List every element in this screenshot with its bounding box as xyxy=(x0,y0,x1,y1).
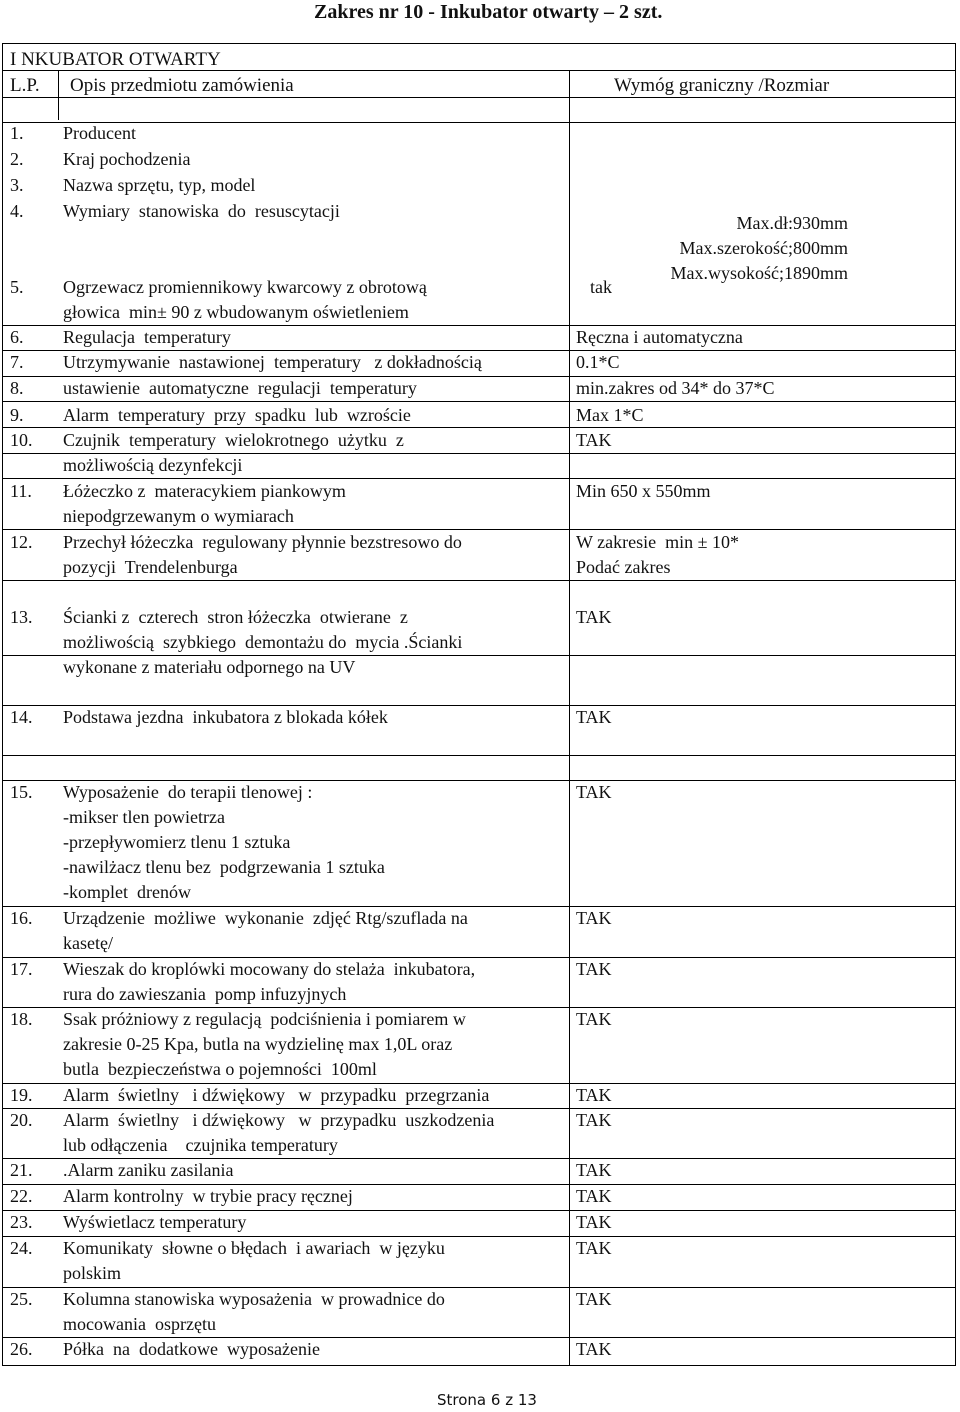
row-number: 11. xyxy=(10,481,32,501)
row-description: Przechył łóżeczka regulowany płynnie bezstresowo do xyxy=(63,532,462,552)
row-requirement: TAK xyxy=(576,959,612,979)
row-description: Komunikaty słowne o błędach i awariach w języku xyxy=(63,1238,445,1258)
row-divider xyxy=(2,580,956,581)
row-description: pozycji Trendelenburga xyxy=(63,557,238,577)
row-description: lub odłączenia czujnika temperatury xyxy=(63,1135,338,1155)
row-description: możliwością szybkiego demontażu do mycia .Ścianki xyxy=(63,632,463,652)
row-description: Urządzenie możliwe wykonanie zdjęć Rtg/szuflada na xyxy=(63,908,468,928)
row-description: Kraj pochodzenia xyxy=(63,149,191,169)
row-number: 3. xyxy=(10,175,24,195)
row-description: -nawilżacz tlenu bez podgrzewania 1 sztuka xyxy=(63,857,385,877)
row-description: Ssak próżniowy z regulacją podciśnienia i pomiarem w xyxy=(63,1009,466,1029)
row-description: .Alarm zaniku zasilania xyxy=(63,1160,234,1180)
row-number: 6. xyxy=(10,327,24,347)
row-requirement: TAK xyxy=(576,1212,612,1232)
row-number: 23. xyxy=(10,1212,33,1232)
column-divider xyxy=(569,70,570,325)
row-description: ustawienie automatyczne regulacji temperatury xyxy=(63,378,417,398)
row-number: 24. xyxy=(10,1238,33,1258)
row-description: Łóżeczko z materacykiem piankowym xyxy=(63,481,346,501)
row-description: Utrzymywanie nastawionej temperatury z dokładnością xyxy=(63,352,482,372)
row-number: 7. xyxy=(10,352,24,372)
row-number: 9. xyxy=(10,405,24,425)
row-description: głowica min± 90 z wbudowanym oświetleniem xyxy=(63,302,409,322)
row-requirement: Podać zakres xyxy=(576,557,671,577)
row-requirement: TAK xyxy=(576,908,612,928)
row-description: Alarm temperatury przy spadku lub wzroście xyxy=(63,405,411,425)
row-description: -przepływomierz tlenu 1 sztuka xyxy=(63,832,291,852)
row-description: butla bezpieczeństwa o pojemności 100ml xyxy=(63,1059,377,1079)
row-description: Kolumna stanowiska wyposażenia w prowadnice do xyxy=(63,1289,445,1309)
row-description: Nazwa sprzętu, typ, model xyxy=(63,175,256,195)
row-divider xyxy=(2,401,956,402)
row-requirement: W zakresie min ± 10* xyxy=(576,532,740,552)
document-title: Zakres nr 10 - Inkubator otwarty – 2 szt. xyxy=(314,1,663,23)
section-title: I NKUBATOR OTWARTY xyxy=(10,49,221,70)
row-description: Alarm świetlny i dźwiękowy w przypadku przegrzania xyxy=(63,1085,490,1105)
row-description: Producent xyxy=(63,123,136,143)
row-description: Czujnik temperatury wielokrotnego użytku z xyxy=(63,430,404,450)
row-requirement: TAK xyxy=(576,1009,612,1029)
header-description: Opis przedmiotu zamówienia xyxy=(70,75,294,96)
row-requirement: tak xyxy=(590,277,612,297)
row-requirement: 0.1*C xyxy=(576,352,620,372)
row-number: 13. xyxy=(10,607,33,627)
row-description: Podstawa jezdna inkubatora z blokada kółek xyxy=(63,707,388,727)
row-number: 12. xyxy=(10,532,33,552)
row-description: Półka na dodatkowe wyposażenie xyxy=(63,1339,320,1359)
row-description: Ścianki z czterech stron łóżeczka otwierane z xyxy=(63,607,408,627)
row-number: 14. xyxy=(10,707,33,727)
row-number: 4. xyxy=(10,201,24,221)
row-requirement: TAK xyxy=(576,607,612,627)
row-description: -komplet drenów xyxy=(63,882,191,902)
column-divider xyxy=(58,70,59,120)
row-description: Alarm świetlny i dźwiękowy w przypadku uszkodzenia xyxy=(63,1110,495,1130)
row-requirement: TAK xyxy=(576,1238,612,1258)
row-requirement: TAK xyxy=(576,1110,612,1130)
row-description: Wieszak do kroplówki mocowany do stelaża inkubatora, xyxy=(63,959,476,979)
row-number: 19. xyxy=(10,1085,33,1105)
row-number: 20. xyxy=(10,1110,33,1130)
row-requirement: Ręczna i automatyczna xyxy=(576,327,743,347)
row-number: 16. xyxy=(10,908,33,928)
row-requirement: TAK xyxy=(576,1085,612,1105)
row-requirement: Max.szerokość;800mm xyxy=(679,238,848,258)
row-number: 5. xyxy=(10,277,24,297)
row-number: 18. xyxy=(10,1009,33,1029)
row-requirement: TAK xyxy=(576,1186,612,1206)
row-requirement: min.zakres od 34* do 37*C xyxy=(576,378,775,398)
row-requirement: TAK xyxy=(576,782,612,802)
row-requirement: TAK xyxy=(576,1289,612,1309)
row-description: Regulacja temperatury xyxy=(63,327,231,347)
row-requirement: TAK xyxy=(576,430,612,450)
row-description: niepodgrzewanym o wymiarach xyxy=(63,506,294,526)
row-description: polskim xyxy=(63,1263,122,1283)
row-description: Wyposażenie do terapii tlenowej : xyxy=(63,782,313,802)
row-divider xyxy=(2,70,956,71)
header-lp: L.P. xyxy=(10,75,40,96)
row-description: kasetę/ xyxy=(63,933,113,953)
row-number: 17. xyxy=(10,959,33,979)
row-requirement: Min 650 x 550mm xyxy=(576,481,711,501)
row-requirement: TAK xyxy=(576,707,612,727)
row-divider xyxy=(2,122,956,123)
row-number: 8. xyxy=(10,378,24,398)
row-description: wykonane z materiału odpornego na UV xyxy=(63,657,356,677)
row-requirement: Max.wysokość;1890mm xyxy=(670,263,848,283)
row-number: 22. xyxy=(10,1186,33,1206)
row-number: 2. xyxy=(10,149,24,169)
row-description: Wyświetlacz temperatury xyxy=(63,1212,247,1232)
row-description: mocowania osprzętu xyxy=(63,1314,216,1334)
row-number: 15. xyxy=(10,782,33,802)
row-number: 1. xyxy=(10,123,24,143)
row-requirement: Max 1*C xyxy=(576,405,644,425)
row-requirement: TAK xyxy=(576,1339,612,1359)
column-divider xyxy=(569,325,570,1366)
row-description: możliwością dezynfekcji xyxy=(63,455,243,475)
row-number: 26. xyxy=(10,1339,33,1359)
row-description: Wymiary stanowiska do resuscytacji xyxy=(63,201,340,221)
row-description: Ogrzewacz promiennikowy kwarcowy z obrotową xyxy=(63,277,427,297)
row-description: -mikser tlen powietrza xyxy=(63,807,225,827)
row-requirement: TAK xyxy=(576,1160,612,1180)
row-description: rura do zawieszania pomp infuzyjnych xyxy=(63,984,347,1004)
row-requirement: Max.dł:930mm xyxy=(736,213,848,233)
row-description: Alarm kontrolny w trybie pracy ręcznej xyxy=(63,1186,353,1206)
row-divider xyxy=(2,755,956,756)
row-divider xyxy=(2,97,956,98)
page-footer: Strona 6 z 13 xyxy=(437,1391,537,1409)
row-number: 25. xyxy=(10,1289,33,1309)
header-requirement: Wymóg graniczny /Rozmiar xyxy=(614,75,830,96)
row-number: 10. xyxy=(10,430,33,450)
row-description: zakresie 0-25 Kpa, butla na wydzielinę max 1,0L oraz xyxy=(63,1034,453,1054)
row-number: 21. xyxy=(10,1160,33,1180)
